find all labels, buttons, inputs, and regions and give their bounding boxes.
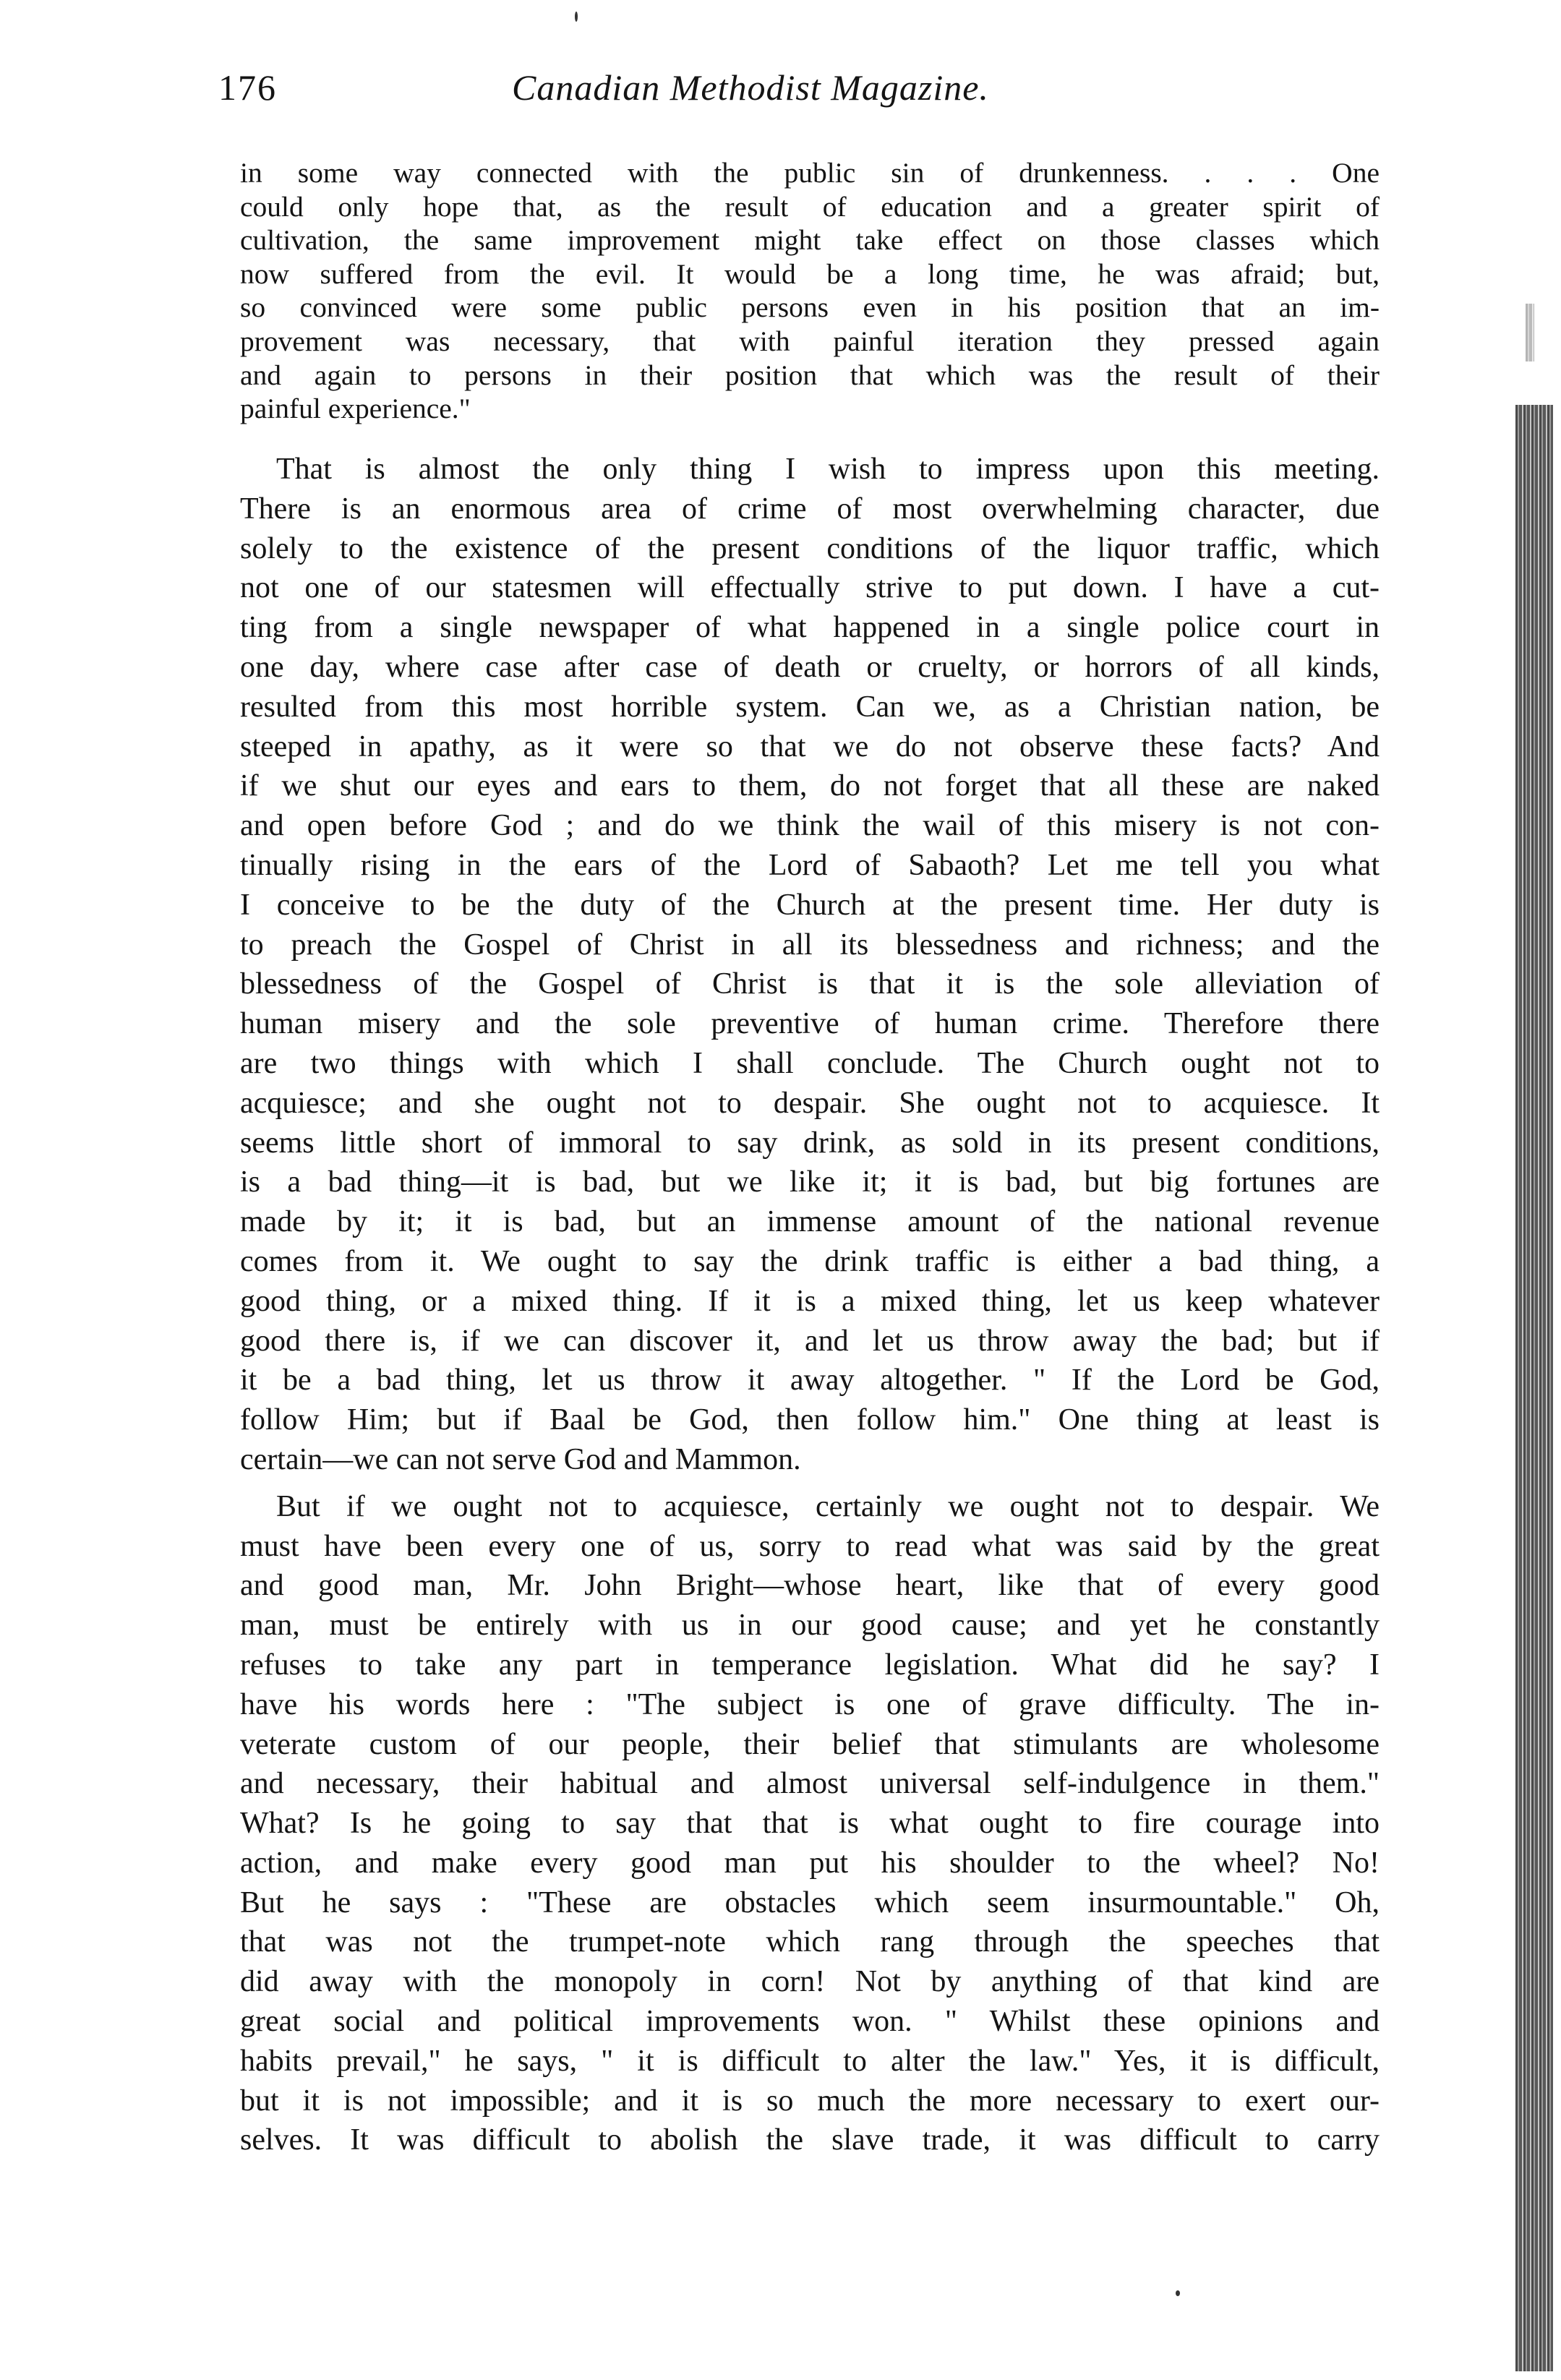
- text-line: and open before God ; and do we think the wail of this misery is not con-: [240, 809, 1380, 843]
- text-line: and again to persons in their position that which was the result of their: [240, 359, 1380, 391]
- text-line: if we shut our eyes and ears to them, do not forget that all these are naked: [240, 769, 1380, 803]
- text-line: not one of our statesmen will effectually strive to put down. I have a cut-: [240, 571, 1380, 605]
- text-line: so convinced were some public persons even in his position that an im-: [240, 291, 1380, 324]
- text-line: man, must be entirely with us in our good cause; and yet he constantly: [240, 1609, 1380, 1643]
- text-line: resulted from this most horrible system. Can we, as a Christian nation, be: [240, 690, 1380, 724]
- text-line: that was not the trumpet-note which rang through the speeches that: [240, 1925, 1380, 1959]
- text-line: selves. It was difficult to abolish the slave trade, it was difficult to carry: [240, 2123, 1380, 2157]
- print-speck: [1176, 2290, 1180, 2296]
- text-line: painful experience.": [240, 393, 471, 425]
- paragraph: [240, 1487, 1380, 2161]
- text-line: blessedness of the Gospel of Christ is that it is the sole alleviation of: [240, 967, 1380, 1001]
- text-line: veterate custom of our people, their belief that stimulants are wholesome: [240, 1727, 1380, 1761]
- print-speck: [575, 12, 578, 22]
- running-title: Canadian Methodist Magazine.: [512, 67, 989, 108]
- text-line: now suffered from the evil. It would be a long time, he was afraid; but,: [240, 257, 1380, 290]
- text-line: provement was necessary, that with painful iteration they pressed again: [240, 325, 1380, 357]
- edge-band-faint: [1526, 304, 1534, 361]
- text-line: That is almost the only thing I wish to impress upon this meeting.: [276, 453, 1380, 486]
- text-line: steeped in apathy, as it were so that we do not observe these facts? And: [240, 729, 1380, 763]
- text-line: good there is, if we can discover it, and let us throw away the bad; but if: [240, 1324, 1380, 1358]
- text-line: There is an enormous area of crime of most overwhelming character, due: [240, 492, 1380, 526]
- paragraph: [240, 450, 1380, 1480]
- body-text: [240, 450, 1380, 2160]
- text-line: follow Him; but if Baal be God, then follow him." One thing at least is: [240, 1403, 1380, 1437]
- text-line: and necessary, their habitual and almost universal self-indulgence in them.": [240, 1767, 1380, 1801]
- text-line: refuses to take any part in temperance legislation. What did he say? I: [240, 1648, 1380, 1682]
- text-line: have his words here : "The subject is one of grave difficulty. The in-: [240, 1687, 1380, 1721]
- text-line: great social and political improvements won. " Whilst these opinions and: [240, 2005, 1380, 2039]
- text-line: is a bad thing—it is bad, but we like it; it is bad, but big fortunes are: [240, 1165, 1380, 1199]
- text-line: What? Is he going to say that that is what ought to fire courage into: [240, 1807, 1380, 1841]
- text-line: could only hope that, as the result of education and a greater spirit of: [240, 190, 1380, 223]
- text-line: certain—we can not serve God and Mammon.: [240, 1442, 801, 1476]
- text-line: comes from it. We ought to say the drink traffic is either a bad thing, a: [240, 1244, 1380, 1278]
- text-line: human misery and the sole preventive of human crime. Therefore there: [240, 1007, 1380, 1041]
- text-line: action, and make every good man put his shoulder to the wheel? No!: [240, 1846, 1380, 1880]
- text-line: habits prevail," he says, " it is difficult to alter the law." Yes, it is difficult,: [240, 2044, 1380, 2078]
- text-line: but it is not impossible; and it is so much the more necessary to exert our-: [240, 2084, 1380, 2118]
- text-line: ting from a single newspaper of what happened in a single police court in: [240, 611, 1380, 645]
- text-line: and good man, Mr. John Bright—whose heart, like that of every good: [240, 1569, 1380, 1603]
- page-edge-scan-artifact: [1515, 304, 1553, 2371]
- page-number: 176: [218, 67, 277, 108]
- text-line: cultivation, the same improvement might take effect on those classes which: [240, 224, 1380, 257]
- text-line: acquiesce; and she ought not to despair. She ought not to acquiesce. It: [240, 1086, 1380, 1120]
- text-line: must have been every one of us, sorry to read what was said by the great: [240, 1529, 1380, 1563]
- text-line: it be a bad thing, let us throw it away altogether. " If the Lord be God,: [240, 1364, 1380, 1397]
- text-line: made by it; it is bad, but an immense amount of the national revenue: [240, 1205, 1380, 1239]
- text-line: seems little short of immoral to say drink, as sold in its present conditions,: [240, 1126, 1380, 1160]
- text-line: one day, where case after case of death or cruelty, or horrors of all kinds,: [240, 650, 1380, 684]
- text-line: good thing, or a mixed thing. If it is a mixed thing, let us keep whatever: [240, 1284, 1380, 1318]
- edge-band-dark: [1515, 405, 1553, 2371]
- text-line: But if we ought not to acquiesce, certainly we ought not to despair. We: [276, 1489, 1380, 1523]
- quoted-paragraph: [240, 156, 1380, 426]
- text-line: to preach the Gospel of Christ in all its blessedness and richness; and the: [240, 928, 1380, 962]
- text-line: tinually rising in the ears of the Lord of Sabaoth? Let me tell you what: [240, 848, 1380, 882]
- text-line: But he says : "These are obstacles which seem insurmountable." Oh,: [240, 1885, 1380, 1919]
- text-line: in some way connected with the public sin of drunkenness. . . . One: [240, 157, 1380, 189]
- text-line: are two things with which I shall conclude. The Church ought not to: [240, 1046, 1380, 1080]
- text-line: I conceive to be the duty of the Church at the present time. Her duty is: [240, 888, 1380, 922]
- text-line: solely to the existence of the present conditions of the liquor traffic, which: [240, 531, 1380, 565]
- text-line: did away with the monopoly in corn! Not by anything of that kind are: [240, 1965, 1380, 1999]
